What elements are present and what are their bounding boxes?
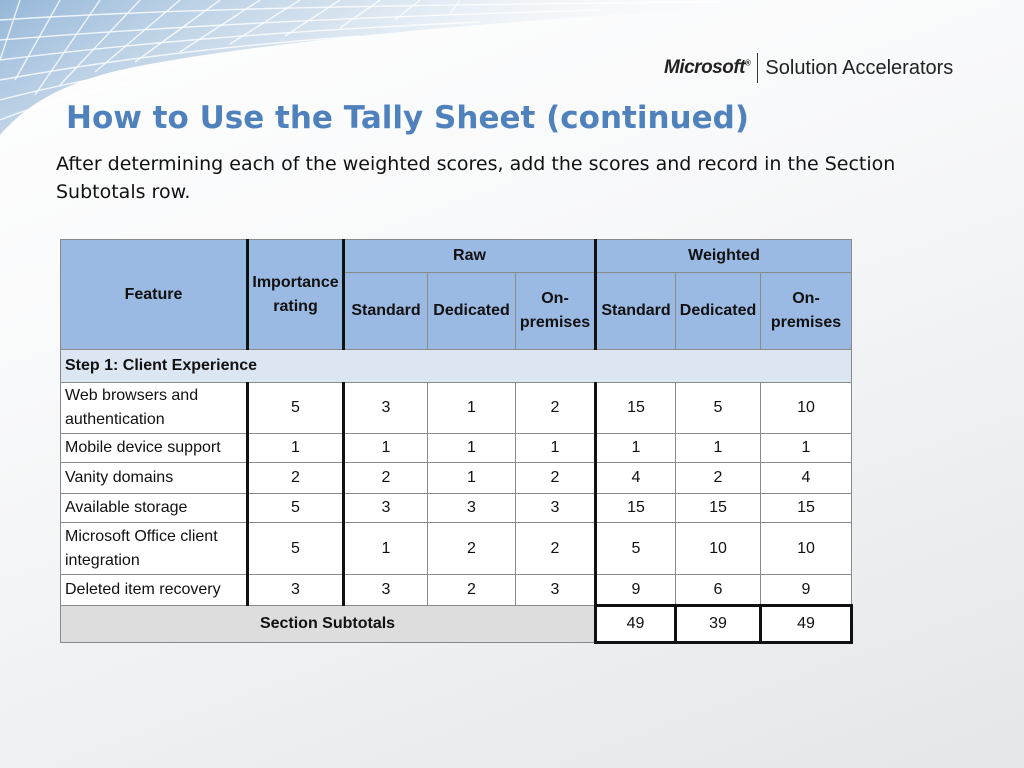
- raw-on-premises-cell: 1: [516, 434, 596, 463]
- tally-sheet-table: [60, 239, 853, 644]
- subtotal-on-premises: 49: [761, 606, 852, 643]
- table-row: [61, 434, 852, 463]
- feature-cell: Deleted item recovery: [61, 575, 248, 606]
- raw-dedicated-cell: 1: [428, 434, 516, 463]
- weighted-standard-cell: 4: [596, 463, 676, 494]
- table-row: [61, 523, 852, 575]
- logo-divider: [757, 53, 758, 83]
- raw-dedicated-cell: 1: [428, 383, 516, 434]
- header-weighted: Weighted: [596, 240, 852, 273]
- raw-standard-cell: 3: [344, 575, 428, 606]
- table-row: [61, 575, 852, 606]
- weighted-dedicated-cell: 10: [676, 523, 761, 575]
- slide-title: How to Use the Tally Sheet (continued): [66, 100, 749, 136]
- weighted-on-premises-cell: 10: [761, 523, 852, 575]
- weighted-standard-cell: 15: [596, 383, 676, 434]
- importance-cell: 5: [248, 383, 344, 434]
- weighted-dedicated-cell: 1: [676, 434, 761, 463]
- header-weighted-standard: Standard: [596, 273, 676, 350]
- tally-body: [61, 383, 852, 606]
- weighted-standard-cell: 1: [596, 434, 676, 463]
- weighted-on-premises-cell: 10: [761, 383, 852, 434]
- weighted-dedicated-cell: 6: [676, 575, 761, 606]
- weighted-standard-cell: 5: [596, 523, 676, 575]
- table-row: [61, 494, 852, 523]
- weighted-dedicated-cell: 5: [676, 383, 761, 434]
- weighted-on-premises-cell: 4: [761, 463, 852, 494]
- raw-on-premises-cell: 2: [516, 383, 596, 434]
- raw-standard-cell: 2: [344, 463, 428, 494]
- header-importance-rating: Importance rating: [248, 240, 344, 350]
- importance-cell: 5: [248, 523, 344, 575]
- product-name: Solution Accelerators: [765, 56, 954, 79]
- subtotals-label: Section Subtotals: [61, 606, 596, 643]
- header-weighted-on-premises: On-premises: [761, 273, 852, 350]
- raw-on-premises-cell: 3: [516, 575, 596, 606]
- section-title: Step 1: Client Experience: [61, 350, 852, 383]
- feature-cell: Vanity domains: [61, 463, 248, 494]
- subtotals-row: [61, 606, 852, 643]
- raw-dedicated-cell: 2: [428, 575, 516, 606]
- importance-cell: 1: [248, 434, 344, 463]
- raw-on-premises-cell: 2: [516, 523, 596, 575]
- weighted-dedicated-cell: 2: [676, 463, 761, 494]
- header-feature: Feature: [61, 240, 248, 350]
- raw-standard-cell: 1: [344, 523, 428, 575]
- importance-cell: 2: [248, 463, 344, 494]
- header-raw: Raw: [344, 240, 596, 273]
- weighted-on-premises-cell: 9: [761, 575, 852, 606]
- raw-standard-cell: 3: [344, 383, 428, 434]
- feature-cell: Web browsers and authentication: [61, 383, 248, 434]
- feature-cell: Microsoft Office client integration: [61, 523, 248, 575]
- raw-on-premises-cell: 2: [516, 463, 596, 494]
- header-weighted-dedicated: Dedicated: [676, 273, 761, 350]
- weighted-on-premises-cell: 1: [761, 434, 852, 463]
- raw-standard-cell: 1: [344, 434, 428, 463]
- feature-cell: Available storage: [61, 494, 248, 523]
- header-raw-standard: Standard: [344, 273, 428, 350]
- weighted-dedicated-cell: 15: [676, 494, 761, 523]
- weighted-standard-cell: 9: [596, 575, 676, 606]
- feature-cell: Mobile device support: [61, 434, 248, 463]
- subtotal-standard: 49: [596, 606, 676, 643]
- weighted-standard-cell: 15: [596, 494, 676, 523]
- raw-on-premises-cell: 3: [516, 494, 596, 523]
- importance-cell: 3: [248, 575, 344, 606]
- raw-dedicated-cell: 2: [428, 523, 516, 575]
- microsoft-wordmark: Microsoft®: [664, 57, 751, 78]
- table-row: [61, 463, 852, 494]
- table-row: [61, 383, 852, 434]
- raw-dedicated-cell: 1: [428, 463, 516, 494]
- header-raw-dedicated: Dedicated: [428, 273, 516, 350]
- importance-cell: 5: [248, 494, 344, 523]
- header-raw-on-premises: On-premises: [516, 273, 596, 350]
- section-header-row: [61, 350, 852, 383]
- slide-body-text: After determining each of the weighted scores, add the scores and record in the Section Subtotals row.: [56, 153, 896, 203]
- raw-standard-cell: 3: [344, 494, 428, 523]
- raw-dedicated-cell: 3: [428, 494, 516, 523]
- microsoft-solution-accelerators-logo: [664, 52, 953, 84]
- weighted-on-premises-cell: 15: [761, 494, 852, 523]
- subtotal-dedicated: 39: [676, 606, 761, 643]
